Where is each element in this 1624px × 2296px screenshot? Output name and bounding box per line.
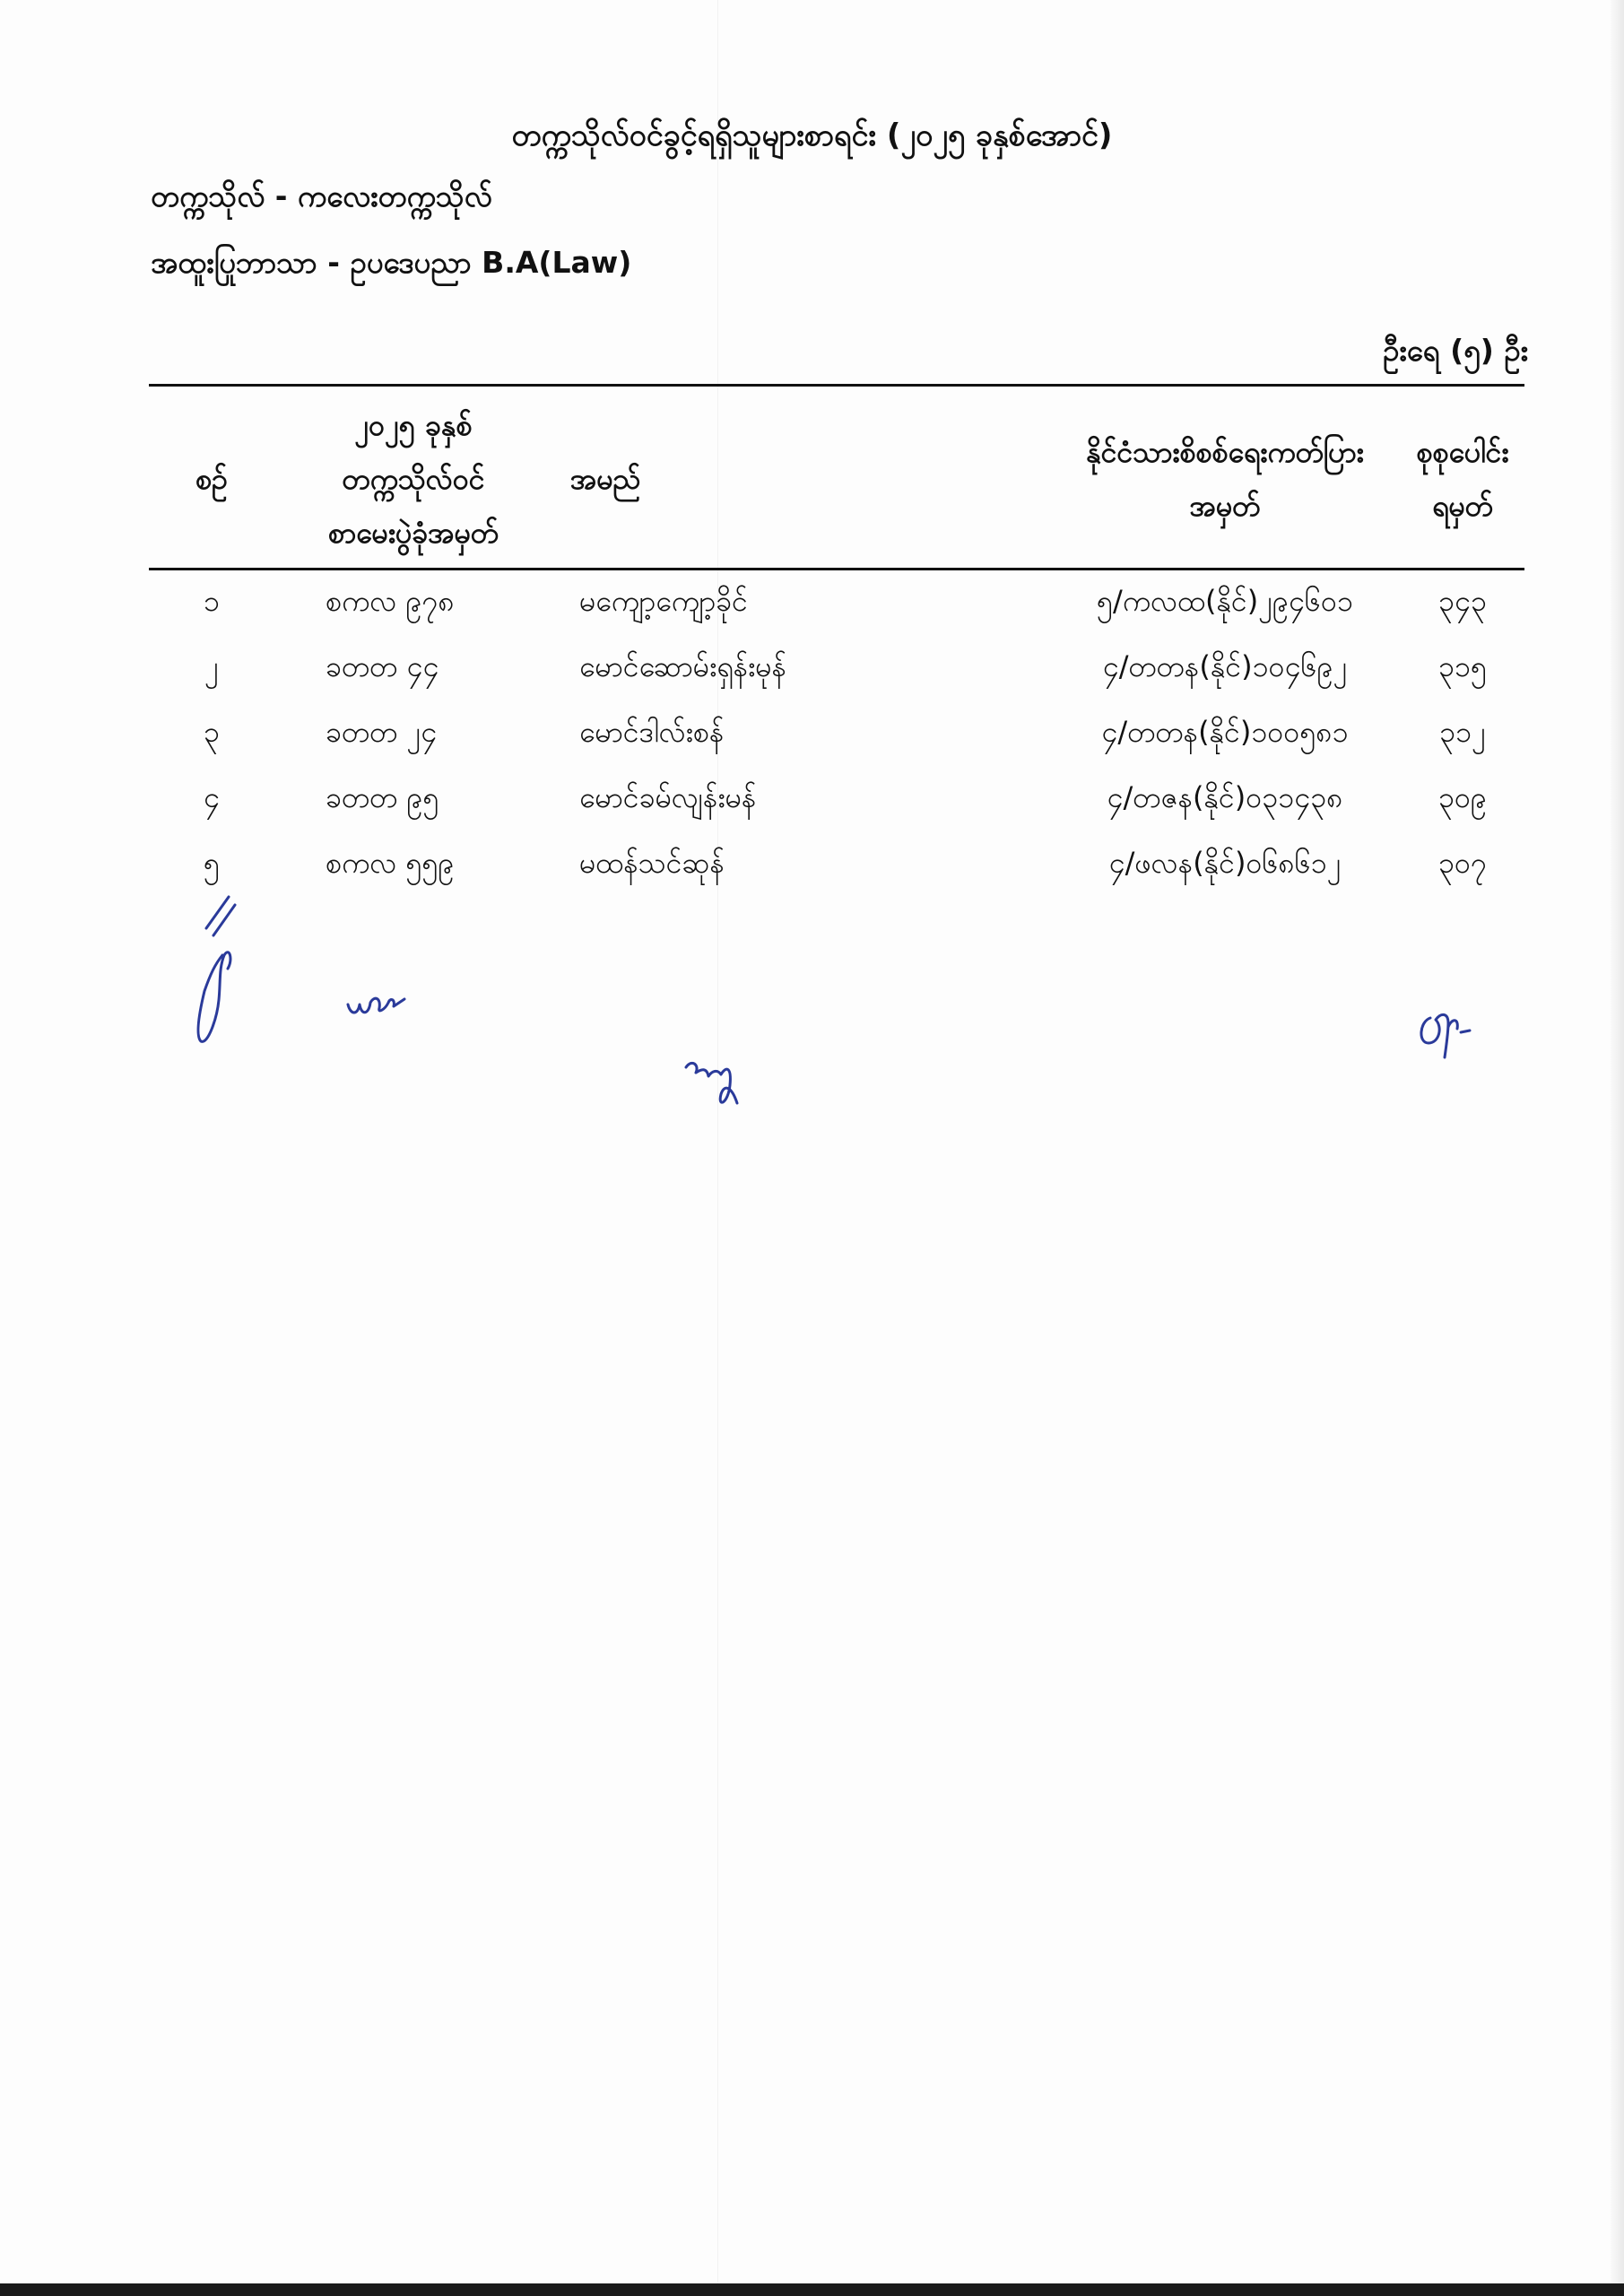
scan-bottom-edge	[0, 2283, 1624, 2296]
cell-no: ၃	[204, 715, 220, 749]
cell-no: ၅	[204, 846, 220, 880]
cell-nrc: ၅/ကလထ(နိုင်)၂၉၄၆၀၁	[1097, 584, 1353, 618]
cell-score: ၃၀၉	[1438, 780, 1487, 814]
cell-name: မောင်ခမ်လျန်းမန်	[579, 780, 757, 814]
cell-nrc: ၄/တတန(နိုင်)၁၀၀၅၈၁	[1101, 715, 1349, 749]
university-line: တက္ကသိုလ် - ကလေးတက္ကသိုလ်	[151, 178, 492, 213]
page-fold-line	[717, 0, 718, 2296]
cell-name: မောင်ဒါလ်းစန်	[579, 715, 725, 749]
column-header-name: အမည်	[570, 462, 641, 496]
table-body	[149, 574, 1524, 901]
cell-exam-number: စကလ ၅၅၉	[326, 846, 455, 880]
student-count: ဦးရေ (၅) ဦး	[1383, 333, 1528, 368]
cell-name: မထန်သင်ဆုန်	[579, 846, 725, 880]
cell-no: ၂	[204, 649, 219, 683]
table-row	[149, 574, 1524, 639]
column-header-exam-number: ၂၀၂၅ ခုနှစ် တက္ကသိုလ်ဝင် စာမေးပွဲခုံအမှတ်	[328, 408, 499, 550]
table-top-rule	[149, 384, 1524, 387]
cell-score: ၃၁၅	[1438, 649, 1487, 683]
signature-2	[345, 987, 408, 1022]
table-row	[149, 770, 1524, 836]
major-line: အထူးပြုဘာသာ - ဥပဒေပညာ B.A(Law)	[151, 245, 632, 280]
cell-nrc: ၄/ဖလန(နိုင်)၀၆၈၆၁၂	[1108, 846, 1342, 880]
signature-4	[1412, 1000, 1484, 1063]
cell-exam-number: စကလ ၉၇၈	[326, 584, 455, 618]
cell-exam-number: ခတတ ၉၅	[326, 780, 439, 814]
cell-score: ၃၁၂	[1439, 715, 1486, 749]
signature-1	[179, 892, 260, 1049]
column-header-nrc: နိုင်ငံသားစိစစ်ရေးကတ်ပြား အမှတ်	[1086, 435, 1364, 523]
table-header	[149, 391, 1524, 567]
cell-exam-number: ခတတ ၄၄	[326, 649, 439, 683]
cell-nrc: ၄/တတန(နိုင်)၁၀၄၆၉၂	[1102, 649, 1348, 683]
column-header-total-score: စုစုပေါင်း ရမှတ်	[1416, 435, 1509, 523]
cell-score: ၃၄၃	[1438, 584, 1487, 618]
cell-exam-number: ခတတ ၂၄	[326, 715, 438, 749]
table-row	[149, 705, 1524, 770]
cell-nrc: ၄/တဇန(နိုင်)၀၃၁၄၃၈	[1107, 780, 1343, 814]
document-title: တက္ကသိုလ်ဝင်ခွင့်ရရှိသူများစာရင်း (၂၀၂၅ ခုနှစ်အောင်)	[511, 117, 1113, 153]
table-row	[149, 639, 1524, 705]
column-header-no: စဉ်	[195, 462, 228, 496]
table-header-rule	[149, 568, 1524, 570]
scan-right-edge	[1611, 0, 1624, 2296]
cell-name: မကျော့ကျော့ခိုင်	[579, 584, 748, 618]
signature-3	[682, 1049, 753, 1112]
cell-score: ၃၀၇	[1438, 846, 1487, 880]
table-row	[149, 836, 1524, 901]
cell-no: ၁	[204, 584, 220, 618]
cell-name: မောင်ဆောမ်းရှန်းမုန်	[579, 649, 787, 683]
cell-no: ၄	[204, 780, 220, 814]
